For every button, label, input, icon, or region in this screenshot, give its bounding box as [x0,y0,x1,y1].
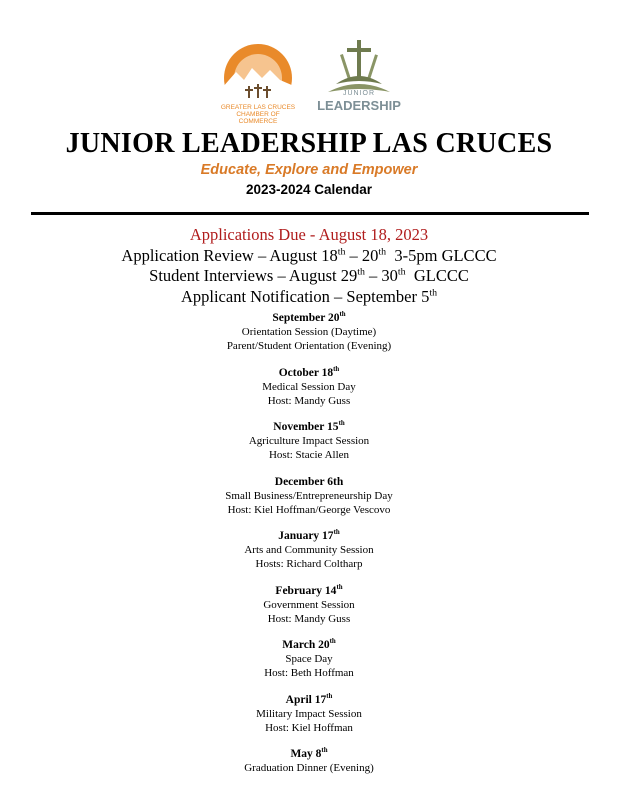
applicant-notification: Applicant Notification – September 5th [180,286,438,306]
event-item [0,584,618,626]
event-list [0,311,618,788]
event-date: April 17th [285,692,333,706]
event-host: Host: Beth Hoffman [264,667,354,679]
event-detail: Graduation Dinner (Evening) [244,762,374,774]
event-detail: Medical Session Day [262,380,356,393]
event-detail: Military Impact Session [256,707,362,720]
application-review: Application Review – August 18th – 20th 3-5pm GLCCC [121,245,497,265]
divider-rule [31,212,589,215]
event-detail: Space Day [285,653,333,665]
event-date: November 15th [273,420,345,433]
event-item [0,529,618,571]
event-item [0,311,618,353]
student-interviews: Student Interviews – August 29th – 30th GLCCC [149,266,469,285]
subtitle: Educate, Explore and Empower [200,162,418,178]
event-item [0,638,618,680]
event-item [0,366,618,408]
event-detail: Arts and Community Session [244,544,374,556]
event-date: September 20th [272,311,346,324]
event-item [0,475,618,517]
page-title: JUNIOR LEADERSHIP LAS CRUCES [65,128,553,159]
event-item [0,747,618,775]
event-host: Host: Stacie Allen [268,449,350,461]
event-date: May 8th [290,747,328,760]
calendar-year: 2023-2024 Calendar [245,182,373,197]
chamber-of-commerce-logo [218,38,298,126]
event-detail: Small Business/Entrepreneurship Day [225,489,393,502]
event-host: Hosts: Richard Coltharp [255,558,363,570]
event-detail: Orientation Session (Daytime) [241,326,377,338]
applications-block [0,225,618,307]
event-host: Host: Kiel Hoffman/George Vescovo [227,503,391,516]
event-date: December 6th [274,475,344,488]
event-date: October 18th [278,365,340,379]
event-item [0,420,618,462]
chamber-logo-line-1: GREATER LAS CRUCES [220,104,296,111]
event-date: January 17th [278,529,340,542]
event-date: March 20th [282,638,336,651]
event-detail: Government Session [263,598,355,611]
event-host: Host: Mandy Guss [267,612,351,625]
event-detail: Parent/Student Orientation (Evening) [226,340,392,352]
event-item [0,693,618,735]
event-host: Host: Mandy Guss [267,394,351,407]
event-detail: Agriculture Impact Session [248,435,370,447]
chamber-logo-line-2: CHAMBER OF COMMERCE [236,110,280,125]
junior-leadership-logo [314,38,404,126]
logo-row [0,38,618,126]
jl-logo-big-text: LEADERSHIP [317,98,401,113]
event-host: Host: Kiel Hoffman [265,721,353,734]
jl-logo-small-text: JUNIOR [342,90,376,97]
applications-due: Applications Due - August 18, 2023 [189,225,429,244]
event-date: February 14th [275,583,343,597]
